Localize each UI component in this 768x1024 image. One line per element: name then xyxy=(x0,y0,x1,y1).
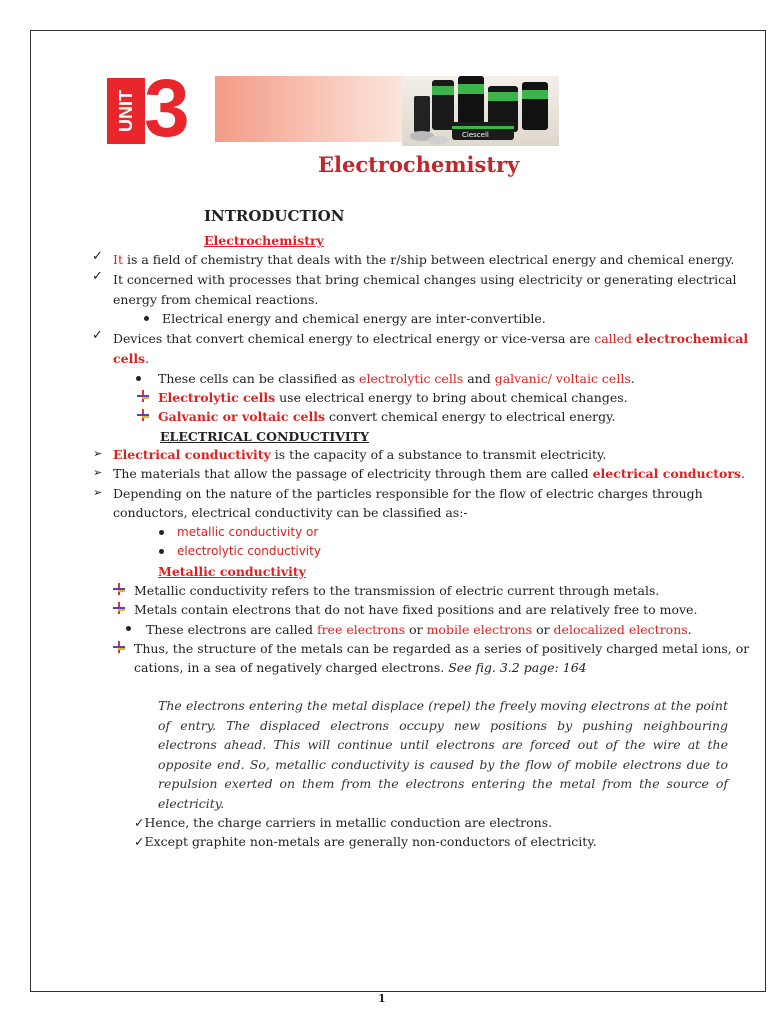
intro-heading: INTRODUCTION xyxy=(204,207,345,225)
check-mark-icon: ✓ xyxy=(134,834,145,849)
bullet-icon xyxy=(159,549,164,554)
conductivity-heading: ELECTRICAL CONDUCTIVITY xyxy=(160,429,369,444)
bullet-icon xyxy=(126,626,131,631)
metallic-line-4a: Thus, the structure of the metals can be regarded as a series of positively charged metal ions, or xyxy=(134,641,750,656)
colored-plus-bullet-icon xyxy=(137,390,149,402)
battery-illustration xyxy=(402,76,559,146)
colored-plus-bullet-icon xyxy=(113,583,125,595)
hence-line: ✓Hence, the charge carriers in metallic conduction are electrons. xyxy=(134,815,553,830)
conductivity-line-2: The materials that allow the passage of electricity through them are called electrical conductors. xyxy=(113,466,745,481)
electrochemistry-subheading: Electrochemistry xyxy=(204,233,324,248)
conductivity-line-3b: conductors, electrical conductivity can be classified as:- xyxy=(113,505,468,520)
battery-label: Ciescell xyxy=(462,131,489,139)
metallic-conductivity-option: metallic conductivity or xyxy=(177,525,319,539)
check-mark-icon: ✓ xyxy=(134,815,145,830)
conductivity-line-1: Electrical conductivity is the capacity of a substance to transmit electricity. xyxy=(113,447,607,462)
intro-line-2a: It concerned with processes that bring chemical changes using electricity or generating electrical xyxy=(113,272,737,287)
bullet-icon xyxy=(144,316,149,321)
battery-photo xyxy=(402,76,559,146)
intro-line-3b: cells. xyxy=(113,351,150,366)
colored-plus-bullet-icon xyxy=(113,641,125,653)
metallic-line-1: Metallic conductivity refers to the transmission of electric current through metals. xyxy=(134,583,660,598)
check-mark-icon: ✓ xyxy=(92,328,103,343)
metallic-line-3: These electrons are called free electrons or mobile electrons or delocalized electrons. xyxy=(146,622,692,637)
bullet-icon xyxy=(159,530,164,535)
metallic-line-4b: cations, in a sea of negatively charged electrons. See fig. 3.2 page: 164 xyxy=(134,660,587,675)
bullet-icon xyxy=(136,376,141,381)
colored-plus-bullet-icon xyxy=(137,409,149,421)
electrolytic-cells-line: Electrolytic cells use electrical energy to bring about chemical changes. xyxy=(158,390,628,405)
intro-line-3a: Devices that convert chemical energy to electrical energy or vice-versa are called electrochemical xyxy=(113,331,749,346)
conductivity-line-3a: Depending on the nature of the particles responsible for the flow of electric charges through xyxy=(113,486,703,501)
galvanic-cells-line: Galvanic or voltaic cells convert chemical energy to electrical energy. xyxy=(158,409,616,424)
except-line: ✓Except graphite non-metals are generally non-conductors of electricity. xyxy=(134,834,597,849)
page-title: Electrochemistry xyxy=(318,152,520,177)
unit-number: 3 xyxy=(144,63,190,154)
unit-label: UNIT xyxy=(115,90,136,132)
colored-plus-bullet-icon xyxy=(113,602,125,614)
check-mark-icon: ✓ xyxy=(92,249,103,264)
arrow-bullet-icon: ➢ xyxy=(93,466,103,479)
check-mark-icon: ✓ xyxy=(92,269,103,284)
page-number: 1 xyxy=(378,992,386,1005)
intro-line-2b: energy from chemical reactions. xyxy=(113,292,319,307)
intro-bullet-1: Electrical energy and chemical energy are inter-convertible. xyxy=(162,311,546,326)
header-gradient-band xyxy=(215,76,405,142)
metallic-heading: Metallic conductivity xyxy=(158,564,306,579)
intro-bullet-2: These cells can be classified as electrolytic cells and galvanic/ voltaic cells. xyxy=(158,371,635,386)
metallic-explanation-paragraph: The electrons entering the metal displace (repel) the freely moving electrons at the point of entry. The displaced electrons occupy new positions by pushing neighbouring electrons ahead. This will continue until electrons are forced out of the wire at the opposite end. So, metallic conductivity is caused by the flow of mobile electrons due to repulsion exerted on them from the electrons entering the metal from the source of electricity. xyxy=(158,698,728,811)
metallic-line-2: Metals contain electrons that do not have fixed positions and are relatively free to move. xyxy=(134,602,698,617)
electrolytic-conductivity-option: electrolytic conductivity xyxy=(177,544,321,558)
arrow-bullet-icon: ➢ xyxy=(93,447,103,460)
arrow-bullet-icon: ➢ xyxy=(93,486,103,499)
intro-line-1: It is a field of chemistry that deals with the r/ship between electrical energy and chemical energy. xyxy=(113,252,735,267)
